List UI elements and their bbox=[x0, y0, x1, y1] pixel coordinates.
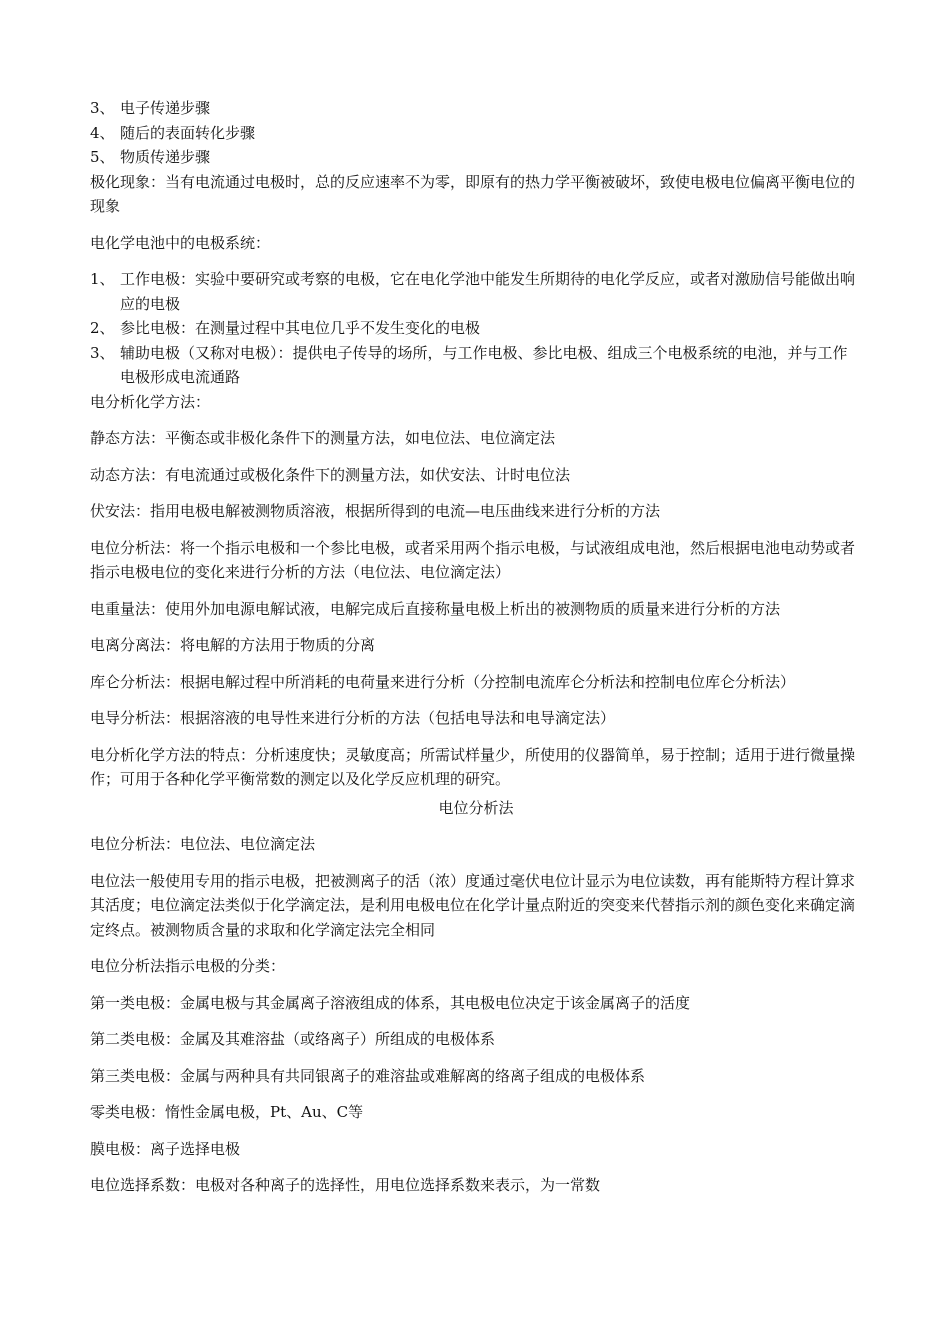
paragraph: 伏安法：指用电极电解被测物质溶液，根据所得到的电流—电压曲线来进行分析的方法 bbox=[90, 502, 661, 520]
step-text: 物质传递步骤 bbox=[120, 148, 211, 166]
step-item bbox=[90, 96, 862, 121]
paragraph: 膜电极：离子选择电极 bbox=[90, 1139, 241, 1158]
paragraph: 电分析化学方法的特点：分析速度快；灵敏度高；所需试样量少，所使用的仪器简单，易于控制；适用于进行微量操作；可用于各种化学平衡常数的测定以及化学反应机理的研究。 bbox=[90, 745, 856, 788]
step-text: 电子传递步骤 bbox=[120, 99, 211, 117]
step-item bbox=[90, 145, 862, 170]
step-number: 3、 bbox=[90, 99, 115, 117]
step-text: 随后的表面转化步骤 bbox=[120, 123, 256, 142]
electrode-number: 2、 bbox=[90, 319, 115, 337]
paragraph: 库仑分析法：根据电解过程中所消耗的电荷量来进行分析（分控制电流库仑分析法和控制电位库仑分析法） bbox=[90, 672, 796, 691]
paragraph: 电离分离法：将电解的方法用于物质的分离 bbox=[90, 636, 376, 654]
paragraph: 动态方法：有电流通过或极化条件下的测量方法，如伏安法、计时电位法 bbox=[90, 465, 571, 484]
paragraph: 电重量法：使用外加电源电解试液，电解完成后直接称量电极上析出的被测物质的质量来进行分析的方法 bbox=[90, 599, 781, 618]
electrode-system-heading: 电化学电池中的电极系统： bbox=[90, 233, 271, 252]
methods-heading: 电分析化学方法： bbox=[90, 392, 211, 411]
step-number: 4、 bbox=[90, 123, 115, 142]
step-number: 5、 bbox=[90, 148, 115, 166]
paragraph: 电位分析法：电位法、电位滴定法 bbox=[90, 835, 316, 853]
paragraph: 电位法一般使用专用的指示电极，把被测离子的活（浓）度通过毫伏电位计显示为电位读数，再有能斯特方程计算求其活度；电位滴定法类似于化学滴定法，是利用电极电位在化学计量点附近的突变来代替指示剂的颜色变化来确定滴定终点。被测物质含量的求取和化学滴定法完全相同 bbox=[90, 871, 856, 939]
section-title: 电位分析法 bbox=[438, 798, 514, 817]
paragraph: 电位选择系数：电极对各种离子的选择性，用电位选择系数来表示，为一常数 bbox=[90, 1176, 601, 1194]
electrode-text: 参比电极：在测量过程中其电位几乎不发生变化的电极 bbox=[120, 319, 481, 337]
paragraph: 电位分析法指示电极的分类： bbox=[90, 957, 286, 975]
paragraph: 静态方法：平衡态或非极化条件下的测量方法，如电位法、电位滴定法 bbox=[90, 429, 556, 447]
electrode-number: 3、 bbox=[90, 343, 115, 362]
paragraph: 第二类电极：金属及其难溶盐（或络离子）所组成的电极体系 bbox=[90, 1030, 496, 1048]
electrode-item bbox=[90, 267, 862, 316]
electrode-item bbox=[90, 316, 862, 341]
paragraph: 电位分析法：将一个指示电极和一个参比电极，或者采用两个指示电极，与试液组成电池，然后根据电池电动势或者指示电极电位的变化来进行分析的方法（电位法、电位滴定法） bbox=[90, 538, 856, 581]
paragraph: 电导分析法：根据溶液的电导性来进行分析的方法（包括电导法和电导滴定法） bbox=[90, 709, 616, 727]
electrode-item bbox=[90, 341, 862, 390]
polarization-paragraph: 极化现象：当有电流通过电极时，总的反应速率不为零，即原有的热力学平衡被破坏，致使电极电位偏离平衡电位的现象 bbox=[90, 172, 856, 215]
paragraph: 第一类电极：金属电极与其金属离子溶液组成的体系，其电极电位决定于该金属离子的活度 bbox=[90, 993, 691, 1012]
electrode-number: 1、 bbox=[90, 270, 115, 288]
paragraph: 零类电极：惰性金属电极，Pt、Au、C等 bbox=[90, 1103, 364, 1121]
electrode-text: 工作电极：实验中要研究或考察的电极，它在电化学池中能发生所期待的电化学反应，或者对激励信号能做出响应的电极 bbox=[120, 270, 856, 313]
step-item bbox=[90, 121, 862, 146]
electrode-text: 辅助电极（又称对电极）：提供电子传导的场所，与工作电极、参比电极、组成三个电极系统的电池，并与工作电极形成电流通路 bbox=[120, 343, 848, 386]
document-page bbox=[90, 96, 862, 1198]
paragraph: 第三类电极：金属与两种具有共同银离子的难溶盐或难解离的络离子组成的电极体系 bbox=[90, 1066, 646, 1085]
